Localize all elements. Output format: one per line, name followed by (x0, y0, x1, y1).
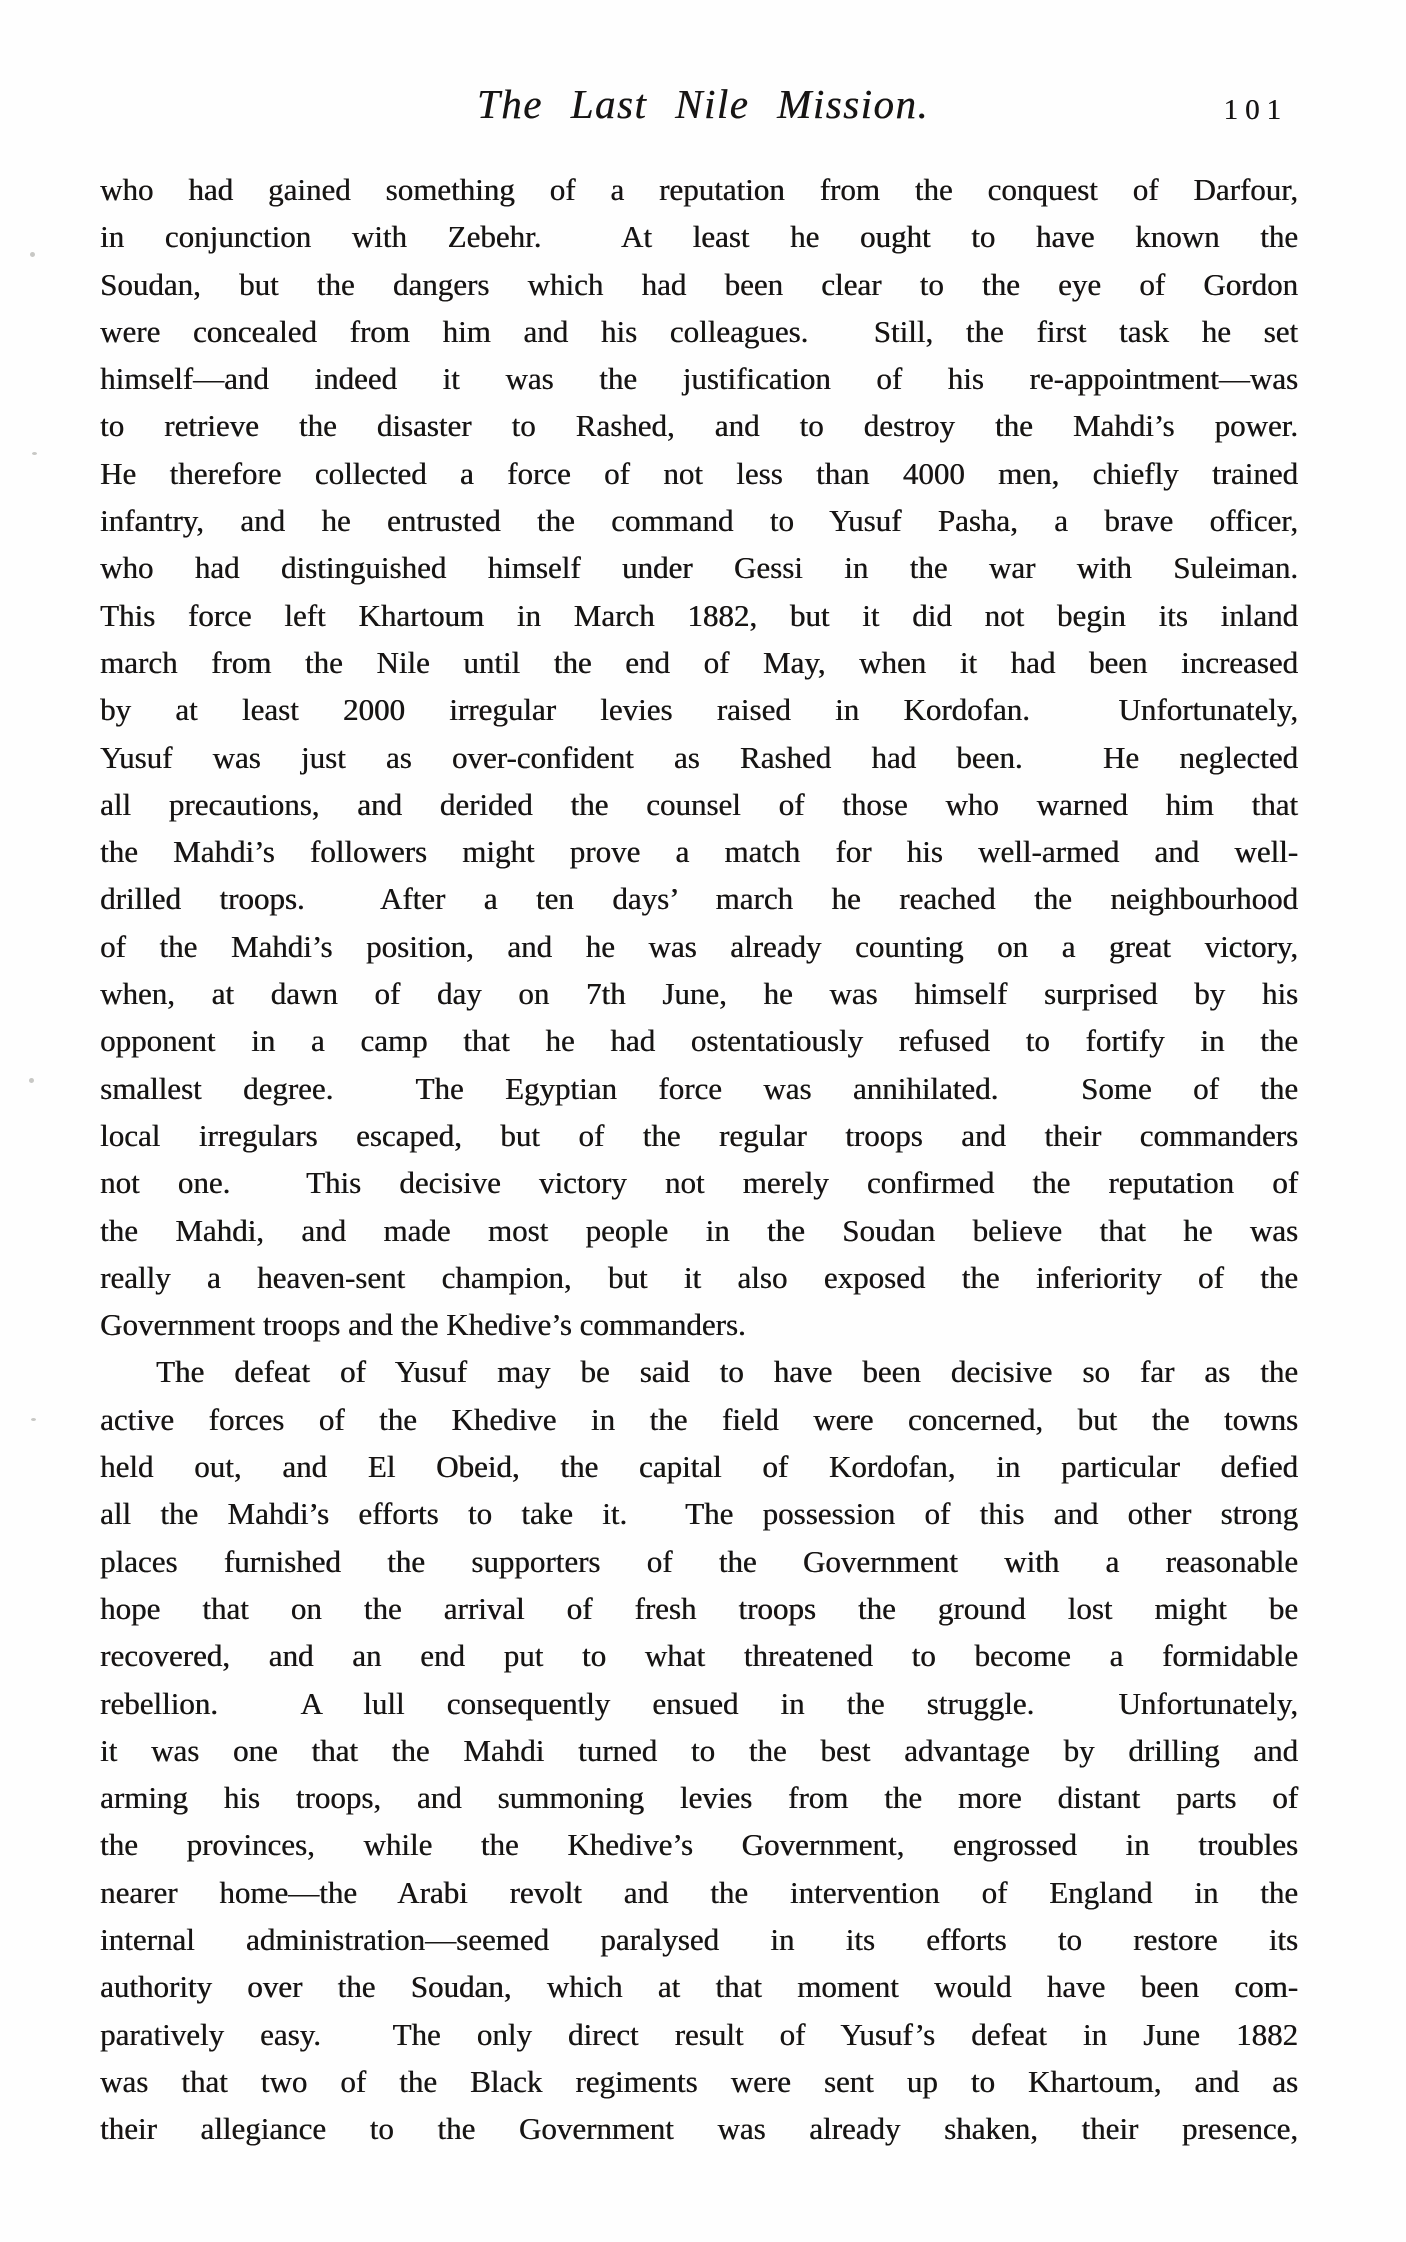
text-line: internal administration—seemed paralysed in its efforts to restore its (100, 1921, 1298, 1957)
text-line: all the Mahdi’s efforts to take it. The possession of this and other strong (100, 1496, 1298, 1532)
text-line: The defeat of Yusuf may be said to have been decisive so far as the (156, 1354, 1298, 1390)
text-line: smallest degree. The Egyptian force was annihilated. Some of the (100, 1070, 1298, 1106)
text-line: it was one that the Mahdi turned to the best advantage by drilling and (100, 1732, 1298, 1768)
text-line: active forces of the Khedive in the field were concerned, but the towns (100, 1401, 1298, 1437)
body-text (100, 166, 1298, 2152)
scan-speck (32, 452, 37, 455)
running-head-title: The Last Nile Mission. (476, 81, 930, 127)
text-line: infantry, and he entrusted the command to Yusuf Pasha, a brave officer, (100, 503, 1298, 539)
text-line: really a heaven-sent champion, but it also exposed the inferiority of the (100, 1259, 1298, 1295)
text-line: Government troops and the Khedive’s commanders. (100, 1307, 746, 1343)
text-line: the provinces, while the Khedive’s Government, engrossed in troubles (100, 1827, 1298, 1863)
text-line: in conjunction with Zebehr. At least he ought to have known the (100, 219, 1298, 255)
scan-speck (29, 1078, 34, 1083)
scan-speck (30, 252, 35, 257)
text-line: opponent in a camp that he had ostentatiously refused to fortify in the (100, 1023, 1298, 1059)
text-line: not one. This decisive victory not merely confirmed the reputation of (100, 1165, 1298, 1201)
text-line: march from the Nile until the end of May, when it had been increased (100, 644, 1298, 680)
text-line: local irregulars escaped, but of the regular troops and their commanders (100, 1117, 1298, 1153)
text-line: This force left Khartoum in March 1882, but it did not begin its inland (100, 597, 1298, 633)
page-number: 101 (1223, 94, 1288, 126)
text-line: places furnished the supporters of the Government with a reasonable (100, 1543, 1298, 1579)
text-line: paratively easy. The only direct result of Yusuf’s defeat in June 1882 (100, 2016, 1298, 2052)
text-line: himself—and indeed it was the justification of his re-appointment—was (100, 361, 1298, 397)
text-line: rebellion. A lull consequently ensued in the struggle. Unfortunately, (100, 1685, 1298, 1721)
text-line: Yusuf was just as over-confident as Rashed had been. He neglected (100, 739, 1298, 775)
paragraph (100, 166, 1298, 1348)
text-line: the Mahdi, and made most people in the Soudan believe that he was (100, 1212, 1298, 1248)
scan-speck (31, 1418, 36, 1421)
text-line: all precautions, and derided the counsel of those who warned him that (100, 786, 1298, 822)
text-line: Soudan, but the dangers which had been clear to the eye of Gordon (100, 266, 1298, 302)
text-line: He therefore collected a force of not less than 4000 men, chiefly trained (100, 455, 1298, 491)
text-line: to retrieve the disaster to Rashed, and to destroy the Mahdi’s power. (100, 408, 1298, 444)
paragraph (100, 1348, 1298, 2152)
text-line: the Mahdi’s followers might prove a match for his well-armed and well- (100, 834, 1298, 870)
text-line: was that two of the Black regiments were sent up to Khartoum, and as (100, 2063, 1298, 2099)
text-line: nearer home—the Arabi revolt and the intervention of England in the (100, 1874, 1298, 1910)
text-line: when, at dawn of day on 7th June, he was himself surprised by his (100, 976, 1298, 1012)
text-line: arming his troops, and summoning levies from the more distant parts of (100, 1780, 1298, 1816)
text-line: held out, and El Obeid, the capital of Kordofan, in particular defied (100, 1449, 1298, 1485)
text-line: of the Mahdi’s position, and he was already counting on a great victory, (100, 928, 1298, 964)
text-line: who had distinguished himself under Gessi in the war with Suleiman. (100, 550, 1298, 586)
text-line: recovered, and an end put to what threatened to become a formidable (100, 1638, 1298, 1674)
text-line: were concealed from him and his colleagues. Still, the first task he set (100, 313, 1298, 349)
text-line: hope that on the arrival of fresh troops the ground lost might be (100, 1590, 1298, 1626)
text-line: their allegiance to the Government was already shaken, their presence, (100, 2111, 1298, 2147)
text-line: who had gained something of a reputation from the conquest of Darfour, (100, 172, 1298, 207)
text-line: drilled troops. After a ten days’ march he reached the neighbourhood (100, 881, 1298, 917)
text-line: authority over the Soudan, which at that moment would have been com- (100, 1969, 1298, 2005)
text-line: by at least 2000 irregular levies raised in Kordofan. Unfortunately, (100, 692, 1298, 728)
